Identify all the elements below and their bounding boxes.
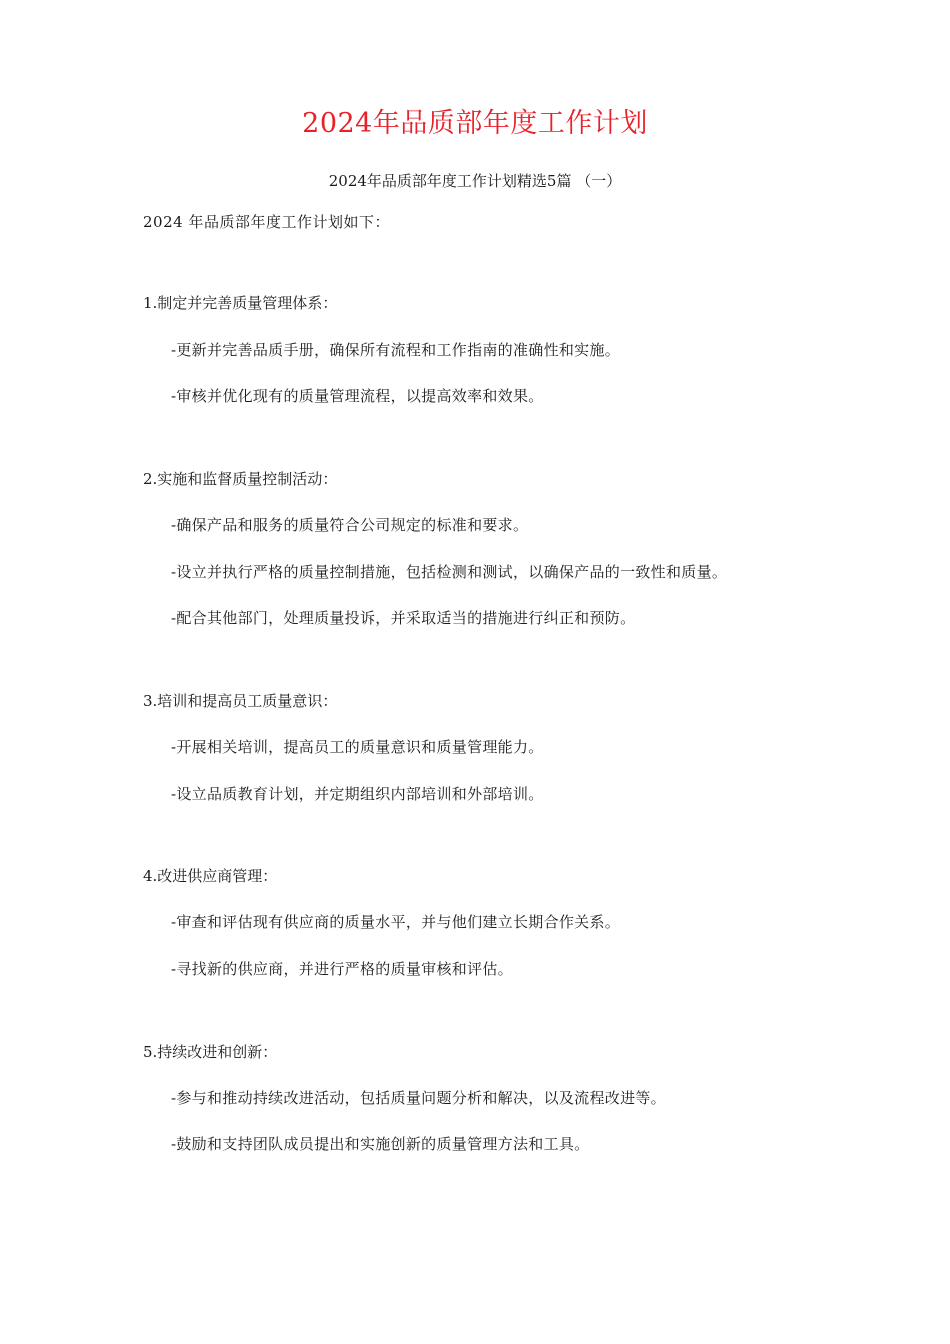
list-item: -配合其他部门，处理质量投诉，并采取适当的措施进行纠正和预防。 (171, 609, 636, 627)
list-item: -设立并执行严格的质量控制措施，包括检测和测试，以确保产品的一致性和质量。 (171, 563, 728, 581)
list-item: -开展相关培训，提高员工的质量意识和质量管理能力。 (171, 738, 544, 756)
section-heading: 1.制定并完善质量管理体系： (143, 294, 338, 312)
list-item: -确保产品和服务的质量符合公司规定的标准和要求。 (171, 516, 529, 534)
section-heading: 3.培训和提高员工质量意识： (143, 692, 338, 710)
list-item: -寻找新的供应商，并进行严格的质量审核和评估。 (171, 960, 513, 978)
list-item: -设立品质教育计划，并定期组织内部培训和外部培训。 (171, 785, 544, 803)
section-heading: 4.改进供应商管理： (143, 867, 278, 885)
document-title: 2024年品质部年度工作计划 (302, 108, 648, 139)
list-item: -审查和评估现有供应商的质量水平，并与他们建立长期合作关系。 (171, 913, 621, 931)
list-item: -审核并优化现有的质量管理流程，以提高效率和效果。 (171, 387, 544, 405)
list-item: -参与和推动持续改进活动，包括质量问题分析和解决，以及流程改进等。 (171, 1089, 666, 1107)
section-heading: 5.持续改进和创新： (143, 1043, 278, 1061)
intro-paragraph: 2024 年品质部年度工作计划如下： (143, 213, 390, 231)
section-heading: 2.实施和监督质量控制活动： (143, 470, 338, 488)
document-subtitle: 2024年品质部年度工作计划精选5篇 （一） (328, 172, 622, 190)
list-item: -鼓励和支持团队成员提出和实施创新的质量管理方法和工具。 (171, 1135, 590, 1153)
list-item: -更新并完善品质手册，确保所有流程和工作指南的准确性和实施。 (171, 341, 621, 359)
